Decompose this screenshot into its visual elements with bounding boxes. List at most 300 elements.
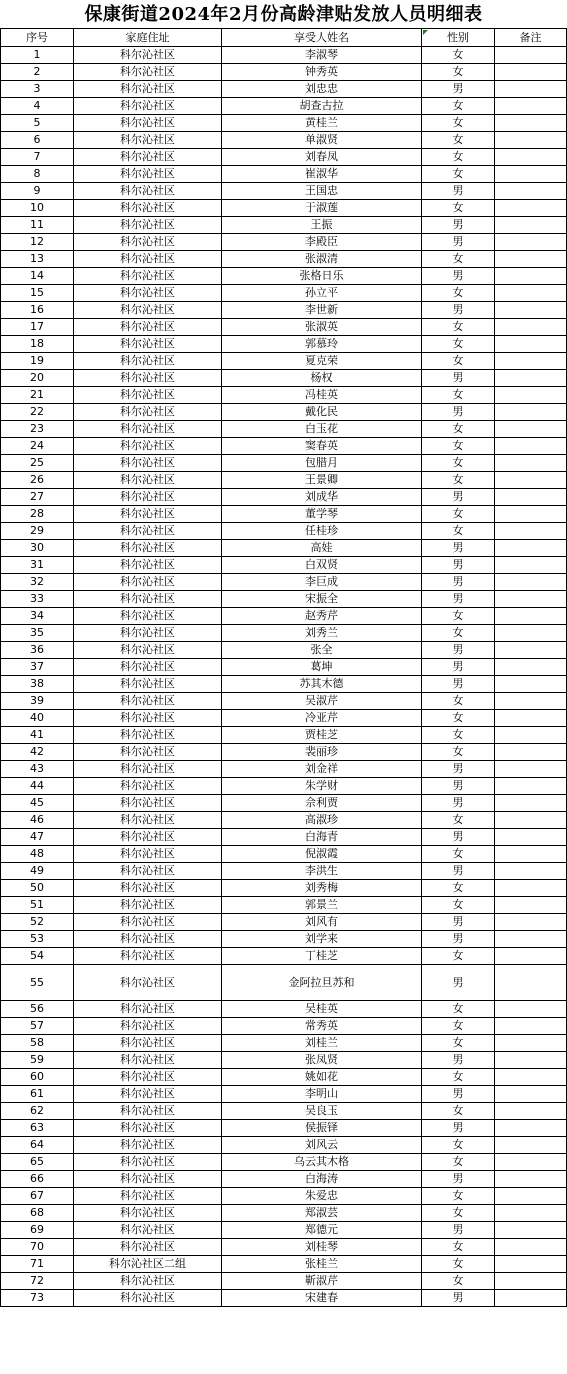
cell-gender[interactable]: 男 [422, 863, 495, 880]
cell-gender[interactable]: 女 [422, 710, 495, 727]
cell-index[interactable]: 56 [1, 1001, 74, 1018]
cell-name[interactable]: 钟秀英 [222, 64, 422, 81]
cell-name[interactable]: 刘春凤 [222, 149, 422, 166]
cell-index[interactable]: 30 [1, 540, 74, 557]
cell-gender[interactable]: 男 [422, 795, 495, 812]
cell-address[interactable]: 科尔沁社区 [74, 1239, 222, 1256]
cell-remarks[interactable] [495, 1239, 567, 1256]
cell-index[interactable]: 61 [1, 1086, 74, 1103]
cell-gender[interactable]: 男 [422, 965, 495, 1001]
cell-gender[interactable]: 女 [422, 285, 495, 302]
cell-name[interactable]: 戴化民 [222, 404, 422, 421]
cell-address[interactable]: 科尔沁社区 [74, 795, 222, 812]
cell-remarks[interactable] [495, 1205, 567, 1222]
cell-name[interactable]: 王国忠 [222, 183, 422, 200]
cell-address[interactable]: 科尔沁社区 [74, 727, 222, 744]
cell-name[interactable]: 郭慕玲 [222, 336, 422, 353]
cell-index[interactable]: 35 [1, 625, 74, 642]
cell-address[interactable]: 科尔沁社区 [74, 846, 222, 863]
cell-name[interactable]: 高淑珍 [222, 812, 422, 829]
cell-gender[interactable]: 男 [422, 234, 495, 251]
cell-address[interactable]: 科尔沁社区 [74, 183, 222, 200]
cell-remarks[interactable] [495, 1188, 567, 1205]
cell-gender[interactable]: 男 [422, 829, 495, 846]
cell-name[interactable]: 佘利贾 [222, 795, 422, 812]
cell-name[interactable]: 李洪生 [222, 863, 422, 880]
column-header-address[interactable]: 家庭住址 [74, 29, 222, 47]
cell-remarks[interactable] [495, 336, 567, 353]
cell-name[interactable]: 张凤贤 [222, 1052, 422, 1069]
cell-index[interactable]: 20 [1, 370, 74, 387]
cell-address[interactable]: 科尔沁社区 [74, 1069, 222, 1086]
cell-name[interactable]: 侯振铎 [222, 1120, 422, 1137]
cell-address[interactable]: 科尔沁社区 [74, 489, 222, 506]
cell-gender[interactable]: 男 [422, 81, 495, 98]
cell-remarks[interactable] [495, 1171, 567, 1188]
cell-address[interactable]: 科尔沁社区 [74, 914, 222, 931]
cell-gender[interactable]: 女 [422, 1018, 495, 1035]
cell-name[interactable]: 宋振全 [222, 591, 422, 608]
cell-index[interactable]: 7 [1, 149, 74, 166]
cell-index[interactable]: 66 [1, 1171, 74, 1188]
cell-gender[interactable]: 女 [422, 1001, 495, 1018]
cell-gender[interactable]: 男 [422, 489, 495, 506]
cell-gender[interactable]: 男 [422, 1171, 495, 1188]
cell-index[interactable]: 29 [1, 523, 74, 540]
cell-index[interactable]: 64 [1, 1137, 74, 1154]
cell-address[interactable]: 科尔沁社区 [74, 98, 222, 115]
cell-address[interactable]: 科尔沁社区 [74, 761, 222, 778]
cell-index[interactable]: 27 [1, 489, 74, 506]
cell-index[interactable]: 73 [1, 1290, 74, 1307]
cell-gender[interactable]: 女 [422, 1154, 495, 1171]
cell-remarks[interactable] [495, 829, 567, 846]
cell-remarks[interactable] [495, 183, 567, 200]
cell-name[interactable]: 孙立平 [222, 285, 422, 302]
column-header-index[interactable]: 序号 [1, 29, 74, 47]
cell-remarks[interactable] [495, 591, 567, 608]
cell-name[interactable]: 靳淑芹 [222, 1273, 422, 1290]
cell-address[interactable]: 科尔沁社区 [74, 1154, 222, 1171]
cell-index[interactable]: 10 [1, 200, 74, 217]
cell-name[interactable]: 刘桂兰 [222, 1035, 422, 1052]
cell-gender[interactable]: 女 [422, 693, 495, 710]
cell-remarks[interactable] [495, 115, 567, 132]
cell-address[interactable]: 科尔沁社区 [74, 387, 222, 404]
cell-gender[interactable]: 女 [422, 166, 495, 183]
cell-address[interactable]: 科尔沁社区 [74, 1001, 222, 1018]
cell-name[interactable]: 李明山 [222, 1086, 422, 1103]
cell-remarks[interactable] [495, 523, 567, 540]
cell-index[interactable]: 18 [1, 336, 74, 353]
cell-remarks[interactable] [495, 251, 567, 268]
cell-remarks[interactable] [495, 438, 567, 455]
cell-remarks[interactable] [495, 812, 567, 829]
cell-address[interactable]: 科尔沁社区 [74, 421, 222, 438]
cell-gender[interactable]: 女 [422, 115, 495, 132]
cell-gender[interactable]: 男 [422, 914, 495, 931]
cell-name[interactable]: 张淑英 [222, 319, 422, 336]
cell-remarks[interactable] [495, 98, 567, 115]
cell-index[interactable]: 1 [1, 47, 74, 64]
cell-remarks[interactable] [495, 149, 567, 166]
cell-index[interactable]: 22 [1, 404, 74, 421]
cell-name[interactable]: 刘风有 [222, 914, 422, 931]
cell-remarks[interactable] [495, 625, 567, 642]
cell-gender[interactable]: 男 [422, 183, 495, 200]
cell-index[interactable]: 5 [1, 115, 74, 132]
cell-name[interactable]: 李淑琴 [222, 47, 422, 64]
cell-remarks[interactable] [495, 217, 567, 234]
cell-address[interactable]: 科尔沁社区 [74, 693, 222, 710]
cell-gender[interactable]: 男 [422, 778, 495, 795]
cell-remarks[interactable] [495, 472, 567, 489]
cell-name[interactable]: 白玉花 [222, 421, 422, 438]
cell-index[interactable]: 37 [1, 659, 74, 676]
cell-address[interactable]: 科尔沁社区 [74, 642, 222, 659]
cell-name[interactable]: 郑淑芸 [222, 1205, 422, 1222]
cell-name[interactable]: 白海青 [222, 829, 422, 846]
cell-gender[interactable]: 男 [422, 1052, 495, 1069]
cell-index[interactable]: 69 [1, 1222, 74, 1239]
cell-gender[interactable]: 女 [422, 387, 495, 404]
column-header-remarks[interactable]: 备注 [495, 29, 567, 47]
cell-gender[interactable]: 女 [422, 608, 495, 625]
cell-name[interactable]: 于淑莲 [222, 200, 422, 217]
cell-remarks[interactable] [495, 1222, 567, 1239]
cell-name[interactable]: 刘秀兰 [222, 625, 422, 642]
cell-address[interactable]: 科尔沁社区 [74, 1171, 222, 1188]
cell-address[interactable]: 科尔沁社区 [74, 64, 222, 81]
cell-index[interactable]: 62 [1, 1103, 74, 1120]
cell-address[interactable]: 科尔沁社区 [74, 676, 222, 693]
cell-remarks[interactable] [495, 1137, 567, 1154]
cell-address[interactable]: 科尔沁社区二组 [74, 1256, 222, 1273]
cell-remarks[interactable] [495, 81, 567, 98]
cell-gender[interactable]: 女 [422, 812, 495, 829]
cell-index[interactable]: 53 [1, 931, 74, 948]
cell-remarks[interactable] [495, 795, 567, 812]
cell-name[interactable]: 刘金祥 [222, 761, 422, 778]
cell-index[interactable]: 55 [1, 965, 74, 1001]
cell-remarks[interactable] [495, 863, 567, 880]
cell-address[interactable]: 科尔沁社区 [74, 710, 222, 727]
cell-name[interactable]: 金阿拉旦苏和 [222, 965, 422, 1001]
cell-gender[interactable]: 女 [422, 880, 495, 897]
cell-remarks[interactable] [495, 846, 567, 863]
cell-remarks[interactable] [495, 659, 567, 676]
cell-index[interactable]: 40 [1, 710, 74, 727]
cell-name[interactable]: 吴良玉 [222, 1103, 422, 1120]
cell-address[interactable]: 科尔沁社区 [74, 1086, 222, 1103]
cell-index[interactable]: 39 [1, 693, 74, 710]
cell-gender[interactable]: 男 [422, 540, 495, 557]
cell-index[interactable]: 2 [1, 64, 74, 81]
column-header-name[interactable]: 享受人姓名 [222, 29, 422, 47]
cell-gender[interactable]: 男 [422, 404, 495, 421]
cell-name[interactable]: 贾桂芝 [222, 727, 422, 744]
cell-name[interactable]: 张格日乐 [222, 268, 422, 285]
cell-name[interactable]: 冷亚芹 [222, 710, 422, 727]
cell-gender[interactable]: 女 [422, 1188, 495, 1205]
cell-gender[interactable]: 女 [422, 523, 495, 540]
cell-name[interactable]: 刘风云 [222, 1137, 422, 1154]
cell-index[interactable]: 24 [1, 438, 74, 455]
cell-address[interactable]: 科尔沁社区 [74, 1205, 222, 1222]
cell-remarks[interactable] [495, 1256, 567, 1273]
cell-index[interactable]: 12 [1, 234, 74, 251]
cell-name[interactable]: 常秀英 [222, 1018, 422, 1035]
cell-address[interactable]: 科尔沁社区 [74, 251, 222, 268]
cell-name[interactable]: 刘秀梅 [222, 880, 422, 897]
cell-name[interactable]: 倪淑霞 [222, 846, 422, 863]
cell-gender[interactable]: 男 [422, 302, 495, 319]
cell-remarks[interactable] [495, 1052, 567, 1069]
cell-remarks[interactable] [495, 506, 567, 523]
cell-remarks[interactable] [495, 574, 567, 591]
cell-gender[interactable]: 男 [422, 931, 495, 948]
cell-remarks[interactable] [495, 778, 567, 795]
cell-address[interactable]: 科尔沁社区 [74, 1052, 222, 1069]
cell-gender[interactable]: 男 [422, 1120, 495, 1137]
cell-remarks[interactable] [495, 234, 567, 251]
cell-name[interactable]: 李殿臣 [222, 234, 422, 251]
cell-gender[interactable]: 女 [422, 64, 495, 81]
cell-index[interactable]: 59 [1, 1052, 74, 1069]
cell-gender[interactable]: 男 [422, 761, 495, 778]
cell-gender[interactable]: 女 [422, 455, 495, 472]
cell-index[interactable]: 19 [1, 353, 74, 370]
cell-remarks[interactable] [495, 455, 567, 472]
cell-name[interactable]: 张全 [222, 642, 422, 659]
cell-gender[interactable]: 女 [422, 1137, 495, 1154]
cell-address[interactable]: 科尔沁社区 [74, 1103, 222, 1120]
cell-remarks[interactable] [495, 1120, 567, 1137]
cell-remarks[interactable] [495, 880, 567, 897]
cell-name[interactable]: 李世新 [222, 302, 422, 319]
cell-index[interactable]: 70 [1, 1239, 74, 1256]
cell-gender[interactable]: 女 [422, 948, 495, 965]
cell-gender[interactable]: 女 [422, 132, 495, 149]
cell-gender[interactable]: 男 [422, 574, 495, 591]
cell-index[interactable]: 16 [1, 302, 74, 319]
cell-name[interactable]: 张桂兰 [222, 1256, 422, 1273]
cell-index[interactable]: 44 [1, 778, 74, 795]
cell-gender[interactable]: 男 [422, 591, 495, 608]
cell-gender[interactable]: 女 [422, 727, 495, 744]
cell-address[interactable]: 科尔沁社区 [74, 1035, 222, 1052]
cell-gender[interactable]: 男 [422, 268, 495, 285]
cell-name[interactable]: 葛坤 [222, 659, 422, 676]
cell-address[interactable]: 科尔沁社区 [74, 285, 222, 302]
cell-remarks[interactable] [495, 676, 567, 693]
cell-remarks[interactable] [495, 64, 567, 81]
cell-index[interactable]: 11 [1, 217, 74, 234]
cell-address[interactable]: 科尔沁社区 [74, 319, 222, 336]
cell-name[interactable]: 王景卿 [222, 472, 422, 489]
cell-remarks[interactable] [495, 931, 567, 948]
cell-index[interactable]: 54 [1, 948, 74, 965]
cell-name[interactable]: 郑德元 [222, 1222, 422, 1239]
cell-index[interactable]: 9 [1, 183, 74, 200]
cell-gender[interactable]: 女 [422, 149, 495, 166]
cell-gender[interactable]: 女 [422, 1273, 495, 1290]
cell-gender[interactable]: 男 [422, 370, 495, 387]
cell-gender[interactable]: 女 [422, 1239, 495, 1256]
cell-address[interactable]: 科尔沁社区 [74, 149, 222, 166]
cell-address[interactable]: 科尔沁社区 [74, 829, 222, 846]
cell-name[interactable]: 白海涛 [222, 1171, 422, 1188]
cell-index[interactable]: 52 [1, 914, 74, 931]
cell-index[interactable]: 14 [1, 268, 74, 285]
cell-gender[interactable]: 男 [422, 659, 495, 676]
cell-name[interactable]: 杨权 [222, 370, 422, 387]
cell-address[interactable]: 科尔沁社区 [74, 353, 222, 370]
cell-index[interactable]: 46 [1, 812, 74, 829]
cell-remarks[interactable] [495, 47, 567, 64]
cell-name[interactable]: 夏克荣 [222, 353, 422, 370]
cell-gender[interactable]: 女 [422, 897, 495, 914]
cell-address[interactable]: 科尔沁社区 [74, 268, 222, 285]
cell-index[interactable]: 15 [1, 285, 74, 302]
cell-remarks[interactable] [495, 744, 567, 761]
cell-remarks[interactable] [495, 710, 567, 727]
cell-remarks[interactable] [495, 642, 567, 659]
cell-address[interactable]: 科尔沁社区 [74, 574, 222, 591]
cell-remarks[interactable] [495, 1103, 567, 1120]
cell-remarks[interactable] [495, 489, 567, 506]
cell-address[interactable]: 科尔沁社区 [74, 897, 222, 914]
cell-gender[interactable]: 女 [422, 846, 495, 863]
cell-gender[interactable]: 女 [422, 251, 495, 268]
cell-gender[interactable]: 女 [422, 506, 495, 523]
cell-gender[interactable]: 女 [422, 1035, 495, 1052]
cell-index[interactable]: 3 [1, 81, 74, 98]
cell-remarks[interactable] [495, 540, 567, 557]
cell-index[interactable]: 41 [1, 727, 74, 744]
cell-gender[interactable]: 女 [422, 1069, 495, 1086]
cell-address[interactable]: 科尔沁社区 [74, 659, 222, 676]
cell-name[interactable]: 胡查古拉 [222, 98, 422, 115]
cell-remarks[interactable] [495, 608, 567, 625]
cell-name[interactable]: 包腊月 [222, 455, 422, 472]
cell-name[interactable]: 吴桂英 [222, 1001, 422, 1018]
cell-index[interactable]: 47 [1, 829, 74, 846]
cell-address[interactable]: 科尔沁社区 [74, 1290, 222, 1307]
cell-address[interactable]: 科尔沁社区 [74, 812, 222, 829]
cell-address[interactable]: 科尔沁社区 [74, 438, 222, 455]
cell-index[interactable]: 51 [1, 897, 74, 914]
cell-name[interactable]: 丁桂芝 [222, 948, 422, 965]
cell-address[interactable]: 科尔沁社区 [74, 948, 222, 965]
cell-remarks[interactable] [495, 1018, 567, 1035]
cell-name[interactable]: 黄桂兰 [222, 115, 422, 132]
cell-index[interactable]: 25 [1, 455, 74, 472]
cell-remarks[interactable] [495, 693, 567, 710]
cell-index[interactable]: 58 [1, 1035, 74, 1052]
cell-gender[interactable]: 女 [422, 319, 495, 336]
cell-gender[interactable]: 男 [422, 1086, 495, 1103]
cell-address[interactable]: 科尔沁社区 [74, 200, 222, 217]
cell-address[interactable]: 科尔沁社区 [74, 744, 222, 761]
cell-remarks[interactable] [495, 200, 567, 217]
cell-index[interactable]: 45 [1, 795, 74, 812]
cell-name[interactable]: 刘学来 [222, 931, 422, 948]
cell-remarks[interactable] [495, 285, 567, 302]
cell-remarks[interactable] [495, 1001, 567, 1018]
cell-index[interactable]: 13 [1, 251, 74, 268]
cell-index[interactable]: 6 [1, 132, 74, 149]
cell-remarks[interactable] [495, 370, 567, 387]
cell-index[interactable]: 31 [1, 557, 74, 574]
cell-address[interactable]: 科尔沁社区 [74, 81, 222, 98]
cell-index[interactable]: 60 [1, 1069, 74, 1086]
cell-name[interactable]: 赵秀芹 [222, 608, 422, 625]
cell-name[interactable]: 刘桂琴 [222, 1239, 422, 1256]
cell-index[interactable]: 17 [1, 319, 74, 336]
cell-remarks[interactable] [495, 557, 567, 574]
cell-remarks[interactable] [495, 965, 567, 1001]
cell-gender[interactable]: 男 [422, 642, 495, 659]
cell-name[interactable]: 吴淑芹 [222, 693, 422, 710]
cell-address[interactable]: 科尔沁社区 [74, 523, 222, 540]
cell-remarks[interactable] [495, 319, 567, 336]
cell-remarks[interactable] [495, 1290, 567, 1307]
cell-gender[interactable]: 男 [422, 557, 495, 574]
cell-name[interactable]: 崔淑华 [222, 166, 422, 183]
cell-address[interactable]: 科尔沁社区 [74, 625, 222, 642]
cell-index[interactable]: 33 [1, 591, 74, 608]
cell-address[interactable]: 科尔沁社区 [74, 472, 222, 489]
cell-gender[interactable]: 女 [422, 47, 495, 64]
cell-name[interactable]: 李巨成 [222, 574, 422, 591]
cell-index[interactable]: 28 [1, 506, 74, 523]
cell-gender[interactable]: 男 [422, 676, 495, 693]
cell-name[interactable]: 乌云其木格 [222, 1154, 422, 1171]
cell-name[interactable]: 姚如花 [222, 1069, 422, 1086]
cell-remarks[interactable] [495, 914, 567, 931]
cell-name[interactable]: 朱学财 [222, 778, 422, 795]
cell-name[interactable]: 郭景兰 [222, 897, 422, 914]
cell-address[interactable]: 科尔沁社区 [74, 591, 222, 608]
cell-index[interactable]: 43 [1, 761, 74, 778]
cell-address[interactable]: 科尔沁社区 [74, 557, 222, 574]
cell-remarks[interactable] [495, 1154, 567, 1171]
cell-address[interactable]: 科尔沁社区 [74, 1188, 222, 1205]
cell-name[interactable]: 苏其木德 [222, 676, 422, 693]
cell-gender[interactable]: 女 [422, 200, 495, 217]
cell-index[interactable]: 57 [1, 1018, 74, 1035]
cell-remarks[interactable] [495, 1035, 567, 1052]
cell-name[interactable]: 裴丽珍 [222, 744, 422, 761]
cell-address[interactable]: 科尔沁社区 [74, 115, 222, 132]
cell-address[interactable]: 科尔沁社区 [74, 540, 222, 557]
cell-name[interactable]: 窦春英 [222, 438, 422, 455]
cell-address[interactable]: 科尔沁社区 [74, 1222, 222, 1239]
cell-gender[interactable]: 男 [422, 1222, 495, 1239]
cell-address[interactable]: 科尔沁社区 [74, 506, 222, 523]
cell-gender[interactable]: 女 [422, 336, 495, 353]
cell-address[interactable]: 科尔沁社区 [74, 336, 222, 353]
cell-name[interactable]: 白双贤 [222, 557, 422, 574]
cell-remarks[interactable] [495, 1086, 567, 1103]
cell-name[interactable]: 单淑贤 [222, 132, 422, 149]
cell-gender[interactable]: 女 [422, 1103, 495, 1120]
cell-gender[interactable]: 女 [422, 1205, 495, 1222]
cell-remarks[interactable] [495, 761, 567, 778]
cell-address[interactable]: 科尔沁社区 [74, 1273, 222, 1290]
cell-gender[interactable]: 女 [422, 625, 495, 642]
